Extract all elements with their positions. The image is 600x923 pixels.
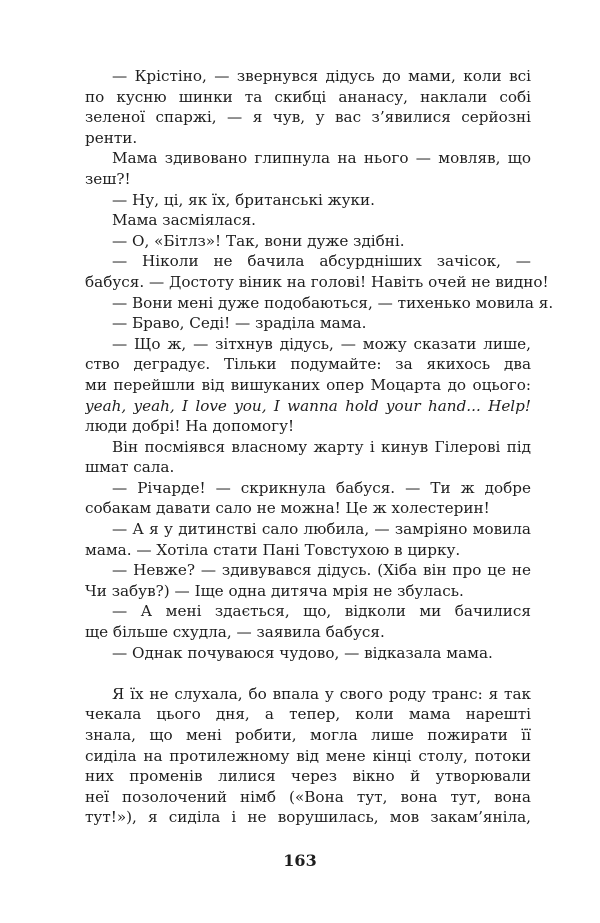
text-segment: — Невже? — здивувався дідусь. (Хіба він про це не — [112, 561, 531, 580]
text-line — [85, 107, 531, 128]
text-line — [85, 169, 531, 190]
text-line — [85, 601, 531, 622]
text-segment: Я їх не слухала, бо впала у свого роду транс: я так — [112, 684, 531, 703]
text-segment: Чи забув?) — Іще одна дитяча мрія не збулась. — [85, 581, 464, 600]
text-segment: собакам давати сало не можна! Це ж холестерин! — [85, 499, 490, 518]
text-segment: — Однак почуваюся чудово, — відказала мама. — [112, 643, 493, 662]
text-line — [85, 437, 531, 458]
text-line — [85, 231, 531, 252]
text-line — [85, 519, 531, 540]
text-segment: знала, що мені робити, могла лише пожирати її — [85, 726, 531, 744]
section-break — [85, 663, 531, 684]
text-segment: люди добрі! На допомогу! — [85, 417, 295, 436]
text-line — [85, 251, 531, 272]
text-segment: сиділа на протилежному від мене кінці столу, потоки — [85, 746, 531, 765]
text-segment: по кусню шинки та скибці ананасу, наклали собі — [85, 87, 531, 106]
text-segment: — Що ж, — зітхнув дідусь, — можу сказати лише, — [112, 334, 531, 353]
text-segment: — Крістіно, — звернувся дідусь до мами, коли всі — [112, 67, 531, 85]
text-segment: них променів лилися через вікно й утворювали — [85, 767, 531, 786]
text-line — [85, 746, 531, 767]
text-segment: неї позолочений німб («Вона тут, вона тут, вона — [85, 787, 531, 806]
text-line — [85, 272, 549, 293]
text-segment: — Ніколи не бачила абсурдніших зачісок, — — [112, 252, 531, 271]
text-segment: мама. — Хотіла стати Пані Товстухою в цирку. — [85, 540, 461, 559]
text-segment: чекала цього дня, а тепер, коли мама нарешті — [85, 705, 531, 724]
text-segment: — О, «Бітлз»! Так, вони дуже здібні. — [112, 231, 405, 250]
text-segment: шмат сала. — [85, 458, 175, 477]
text-line — [85, 354, 531, 375]
text-line — [85, 313, 531, 334]
text-line — [85, 807, 531, 828]
text-segment: ще більше схудла, — заявила бабуся. — [85, 623, 385, 642]
text-segment: — Ну, ці, як їх, британські жуки. — [112, 190, 375, 209]
text-line — [85, 622, 531, 643]
text-line — [85, 478, 531, 499]
text-line — [85, 396, 531, 417]
text-segment: Мама засміялася. — [112, 211, 257, 230]
text-line — [85, 210, 531, 231]
text-line — [85, 581, 531, 602]
text-segment: бабуся. — Достоту віник на голові! Навіть очей не видно! — [85, 272, 549, 291]
text-segment: — А я у дитинстві сало любила, — замріяно мовила — [112, 520, 531, 539]
text-line — [85, 766, 531, 787]
text-line — [85, 457, 531, 478]
text-segment: — А мені здається, що, відколи ми бачилися — [112, 602, 531, 621]
text-line — [85, 684, 531, 705]
text-segment: зеленої спаржі, — я чув, у вас з’явилися серйозні — [85, 108, 531, 127]
text-line — [85, 416, 531, 437]
page-number: 163 — [283, 851, 317, 870]
text-line — [85, 190, 531, 211]
text-line — [85, 375, 531, 396]
text-line — [85, 704, 531, 725]
text-segment: зеш?! — [85, 169, 131, 188]
text-line — [85, 334, 531, 355]
text-line — [85, 540, 531, 561]
text-line — [85, 148, 531, 169]
text-segment: — Вони мені дуже подобаються, — тихенько мовила я. — [112, 293, 554, 312]
text-line — [85, 66, 531, 87]
italic-text: yeah, yeah, I love you, I wanna hold your hand... Help! — [85, 396, 531, 415]
text-line — [85, 498, 531, 519]
text-segment: тут!»), я сиділа і не ворушилась, мов закам’яніла, — [85, 808, 531, 827]
text-segment: Мама здивовано глипнула на нього — мовляв, що — [112, 149, 531, 168]
text-line — [85, 293, 554, 314]
text-segment: ренти. — [85, 128, 138, 147]
text-segment: ство деградує. Тільки подумайте: за якихось два — [85, 355, 531, 374]
text-line — [85, 128, 531, 149]
text-segment: Він посміявся власному жарту і кинув Гілерові під — [112, 437, 531, 456]
text-line — [85, 560, 531, 581]
page-body-text — [85, 66, 554, 828]
text-segment: — Браво, Седі! — зраділа мама. — [112, 314, 367, 333]
text-line — [85, 787, 531, 808]
text-line — [85, 87, 531, 108]
text-line — [85, 725, 531, 746]
text-segment: ми перейшли від вишуканих опер Моцарта до оцього: — [85, 375, 531, 394]
text-line — [85, 643, 531, 664]
text-segment: — Річарде! — скрикнула бабуся. — Ти ж добре — [112, 478, 531, 497]
